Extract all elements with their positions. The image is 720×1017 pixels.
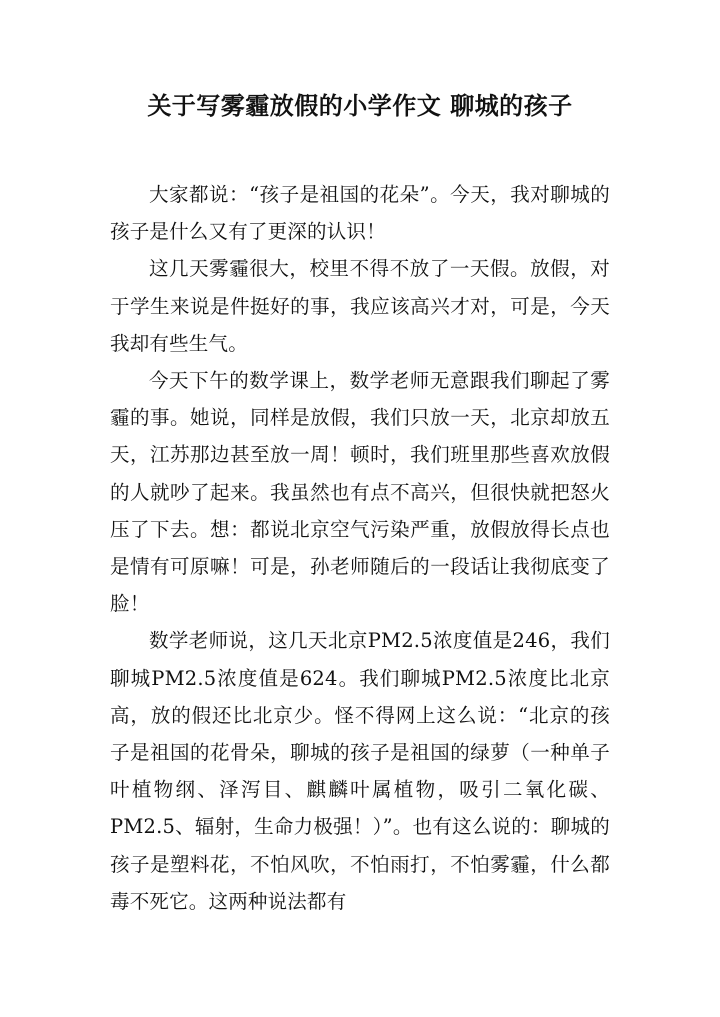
paragraph-2: 这几天雾霾很大，校里不得不放了一天假。放假，对于学生来说是件挺好的事，我应该高兴才对，可是，今天我却有些生气。 bbox=[110, 257, 610, 355]
paragraph-1: 大家都说：“孩子是祖国的花朵”。今天，我对聊城的孩子是什么又有了更深的认识！ bbox=[110, 183, 610, 244]
document-body bbox=[110, 176, 610, 920]
paragraph-4: 数学老师说，这几天北京PM2.5浓度值是246，我们聊城PM2.5浓度值是624。我们聊城PM2.5浓度比北京高，放的假还比北京少。怪不得网上这么说：“北京的孩子是祖国的花骨朵，聊城的孩子是祖国的绿萝（一种单子叶植物纲、泽泻目、麒麟叶属植物，吸引二氧化碳、PM2.5、辐射，生命力极强！）”。也有这么说的：聊城的孩子是塑料花，不怕风吹，不怕雨打，不怕雾霾，什么都毒不死它。这两种说法都有 bbox=[110, 629, 610, 913]
paragraph-3: 今天下午的数学课上，数学老师无意跟我们聊起了雾霾的事。她说，同样是放假，我们只放一天，北京却放五天，江苏那边甚至放一周！顿时，我们班里那些喜欢放假的人就吵了起来。我虽然也有点不高兴，但很快就把怒火压了下去。想：都说北京空气污染严重，放假放得长点也是情有可原嘛！可是，孙老师随后的一段话让我彻底变了脸！ bbox=[110, 369, 610, 616]
document-title: 关于写雾霾放假的小学作文 聊城的孩子 bbox=[147, 92, 573, 120]
